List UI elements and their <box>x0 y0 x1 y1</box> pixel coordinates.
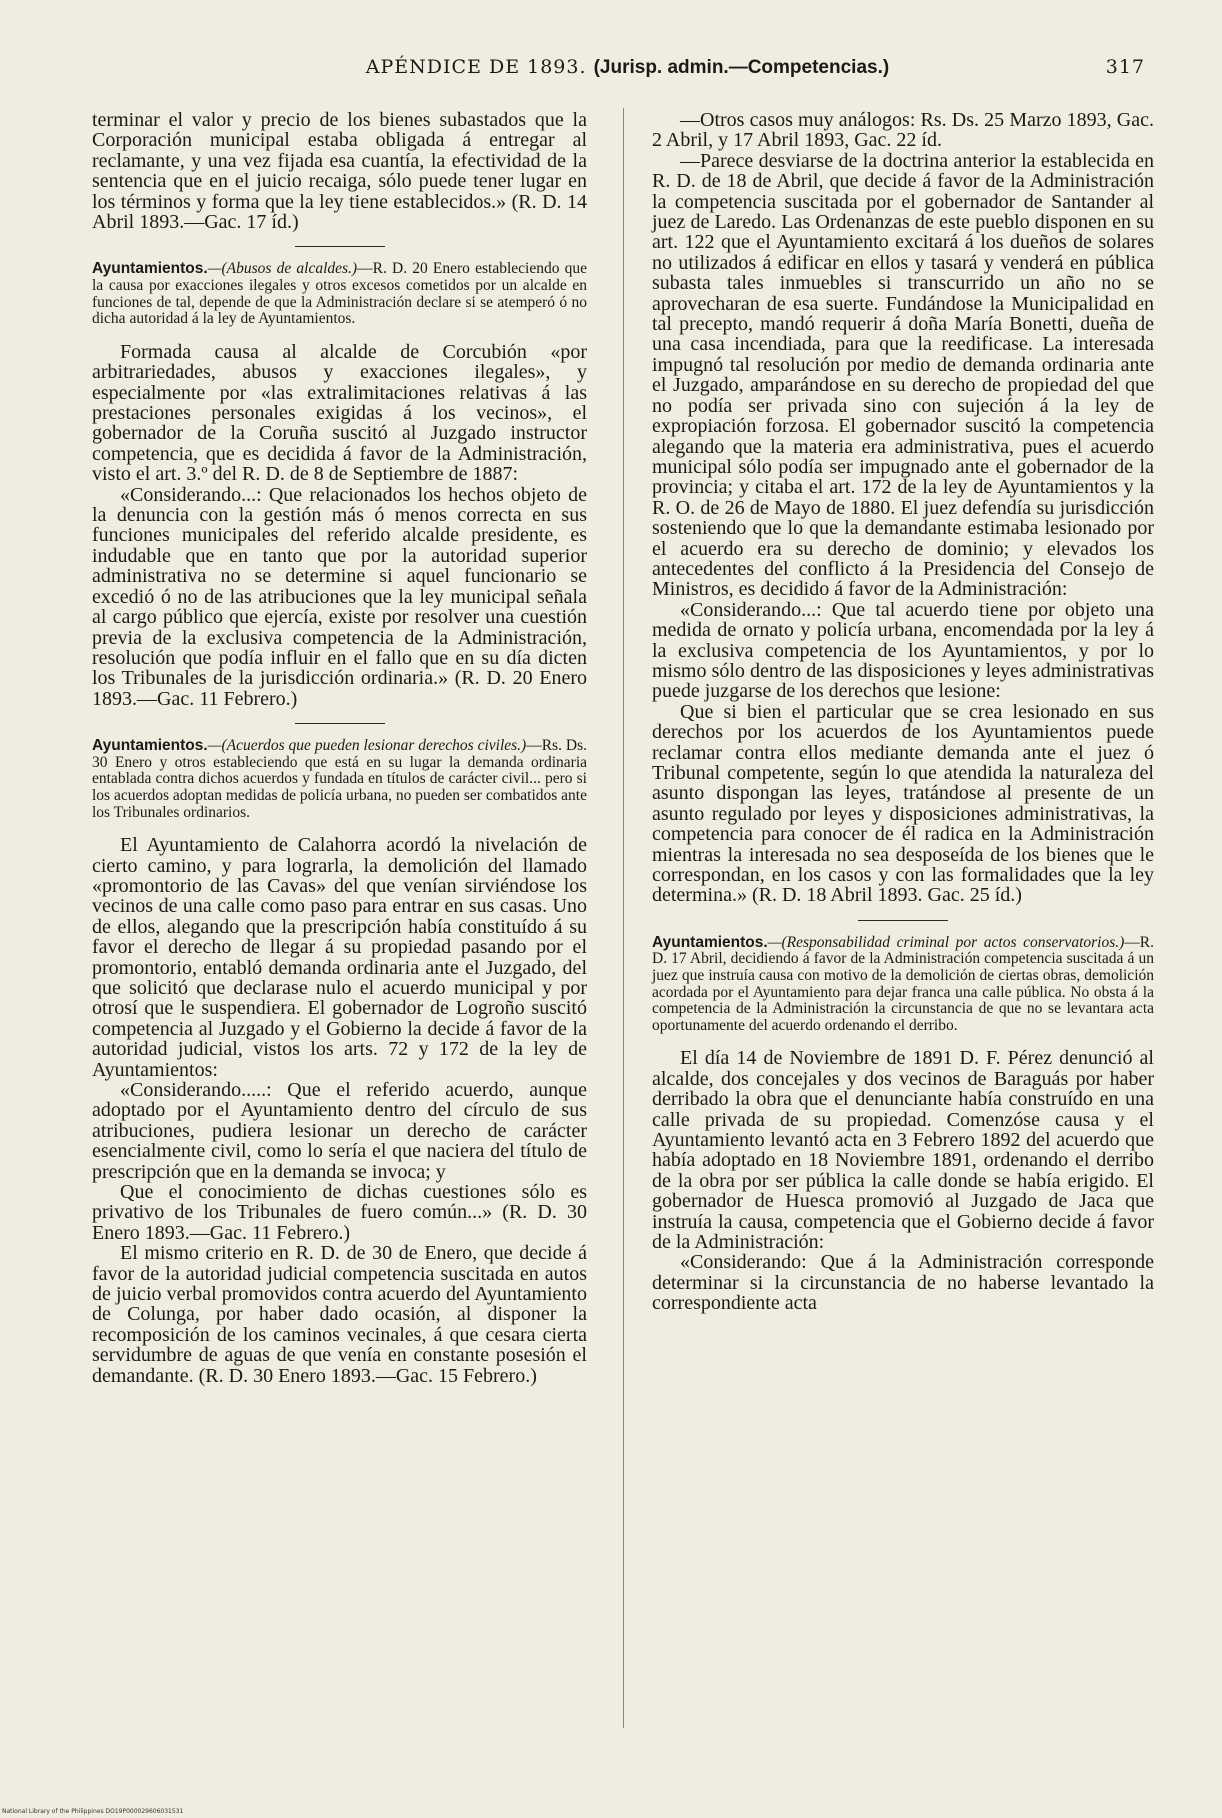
running-head-section: (Jurisp. admin.—Competencias.) <box>593 57 890 78</box>
section-summary <box>652 935 1154 1035</box>
section-summary-text: —Rs. Ds. 30 Enero y otros estableciendo que está en su lugar la demanda ordinaria entablada contra dichos acuerdos y fundada en títulos de carácter civil... pero si los acuerdos adoptan medidas de policía urbana, no pueden ser combatidos ante los Tribunales ordinarios. <box>92 737 587 821</box>
page-number: 317 <box>1105 56 1145 78</box>
section-subject: —(Acuerdos que pueden lesionar derechos civiles.) <box>207 737 527 755</box>
running-head-title: APÉNDICE DE 1893. <box>365 56 587 78</box>
paragraph: «Considerando.....: Que el referido acuerdo, aunque adoptado por el Ayuntamiento dentro del círculo de sus atribuciones, pudiera lesionar un derecho de carácter esencialmente civil, como lo sería el que naciera del título de prescripción que en la demanda se invoca; y <box>92 1078 587 1183</box>
paragraph: —Parece desviarse de la doctrina anterior la establecida en R. D. de 18 de Abril, que decide á favor de la Administración la competencia suscitada por el gobernador de Santander al juez de Laredo. Las Ordenanzas de este pueblo disponen en su art. 122 que el Ayuntamiento excitará á los dueños de solares no utilizados á edificar en ellos y tasará y venderá en pública subasta tales inmuebles si transcurrido un año no se aprovecharan de esa suerte. Fundándose la Municipalidad en tal precepto, mandó requerir á doña María Bonetti, dueña de una casa incendiada, para que la reedificase. La interesada impugnó tal resolución por medio de demanda ordinaria ante el Juzgado, amparándose en su derecho de propiedad del que no podía ser privada sino con sujeción á la ley de expropiación forzosa. El gobernador suscitó la competencia alegando que la materia era administrativa, pues el acuerdo municipal sólo podía ser impugnado ante el gobernador de la provincia; y citaba el art. 172 de la ley de Ayuntamientos y la R. O. de 26 de Mayo de 1880. El juez defendía su jurisdicción sosteniendo que lo que la demandante estimaba lesionado por el acuerdo era su derecho de dominio; y elevados los antecedentes del conflicto á la Presidencia del Consejo de Ministros, es decidido á favor de la Administración: <box>652 149 1154 601</box>
paragraph: —Otros casos muy análogos: Rs. Ds. 25 Marzo 1893, Gac. 2 Abril, y 17 Abril 1893, Gac. 22 íd. <box>652 109 1154 152</box>
scan-footer: National Library of the Philippines DO19P000029606031531 <box>2 1808 184 1815</box>
left-column <box>92 110 587 1386</box>
paragraph: «Considerando...: Que tal acuerdo tiene por objeto una medida de ornato y policía urbana, encomendada por la ley á la exclusiva competencia de los Ayuntamientos, y por lo mismo sólo dentro de las disposiciones y leyes administrativas puede juzgarse de los derechos que lesione: <box>652 598 1154 703</box>
section-rule <box>295 246 385 247</box>
section-summary-text: —R. D. 20 Enero estableciendo que la causa por exacciones ilegales y otros excesos cometidos por un alcalde en funciones de tal, depende de que la Administración declare si se atemperó ó no dicha autoridad á la ley de Ayuntamientos. <box>92 260 588 328</box>
section-label: Ayuntamientos. <box>652 933 768 951</box>
section-subject: —(Responsabilidad criminal por actos conservatorios.) <box>767 933 1125 951</box>
paragraph: Que si bien el particular que se crea lesionado en sus derechos por los acuerdos de los Ayuntamientos puede reclamar contra ellos mediante demanda ante el juez ó Tribunal competente, según lo que atendida la naturaleza del asunto dispongan las leyes, tratándose al presente de un asunto regulado por leyes y disposiciones administrativas, la competencia para conocer de él radica en la Administración mientras la interesada no sea desposeída de los bienes que le correspondan, en los casos y con las formalidades que la ley determina.» (R. D. 18 Abril 1893. Gac. 25 íd.) <box>652 700 1154 907</box>
paragraph: «Considerando...: Que relacionados los hechos objeto de la denuncia con la gestión más ó menos correcta en sus funciones municipales del referido alcalde presidente, es indudable que en tanto que por la autoridad superior administrativa no se determine si aquel funcionario se excedió ó no de las atribuciones que la ley municipal señala al cargo público que ejercía, existe por resolver una cuestión previa de la exclusiva competencia de la Administración, resolución que podía influir en el fallo que en su día dicten los Tribunales de la jurisdicción ordinaria.» (R. D. 20 Enero 1893.—Gac. 11 Febrero.) <box>92 483 587 710</box>
section-summary-text: —R. D. 17 Abril, decidiendo á favor de la Administración competencia suscitada á un juez que instruía causa con motivo de la demolición de ciertas obras, demolición acordada por el Ayuntamiento para dejar franca una calle pública. No obsta á la competencia de la Administración la circunstancia de que no se levantara acta oportunamente del acuerdo ordenando el derribo. <box>652 933 1154 1034</box>
section-label: Ayuntamientos. <box>92 737 208 755</box>
running-head <box>110 56 1145 79</box>
paragraph: El día 14 de Noviembre de 1891 D. F. Pérez denunció al alcalde, dos concejales y dos vecinos de Baraguás por haber derribado la obra que el denunciante había construído en una calle privada de su propiedad. Comenzóse causa y el Ayuntamiento levantó acta en 3 Febrero 1892 del acuerdo que había adoptado en 18 Noviembre 1891, ordenando el derribo de la obra por ser pública la calle donde se había erigido. El gobernador de Huesca promovió al Juzgado de Jaca que instruía la causa, competencia que el Gobierno decide á favor de la Administración: <box>652 1047 1154 1254</box>
column-divider <box>623 108 624 1728</box>
section-subject: —(Abusos de alcaldes.) <box>207 260 358 278</box>
right-column <box>652 110 1154 1314</box>
paragraph: El Ayuntamiento de Calahorra acordó la nivelación de cierto camino, y para lograrla, la demolición del llamado «promontorio de las Cavas» del que venían sirviéndose los vecinos de una calle como paso para entrar en sus casas. Uno de ellos, alegando que la prescripción había constituído á su favor el derecho de llegar á su propiedad pasando por el promontorio, entabló demanda ordinaria ante el Juzgado, del que solicitó que declarase nulo el acuerdo municipal y por otrosí que le suspendiera. El gobernador de Logroño suscitó competencia al Juzgado y el Gobierno la decide á favor de la autoridad judicial, vistos los arts. 72 y 172 de la ley de Ayuntamientos: <box>92 834 587 1081</box>
paragraph: Formada causa al alcalde de Corcubión «por arbitrariedades, abusos y exacciones ilegales», y especialmente por «las extralimitaciones relativas á las prestaciones personales exigidas á los vecinos», el gobernador de la Coruña suscitó al Juzgado instructor competencia, que es decidida á favor de la Administración, visto el art. 3.º del R. D. de 8 de Septiembre de 1887: <box>92 340 587 486</box>
section-summary <box>92 261 587 327</box>
section-label: Ayuntamientos. <box>92 260 208 278</box>
paragraph: «Considerando: Que á la Administración corresponde determinar si la circunstancia de no haberse levantado la correspondiente acta <box>652 1251 1154 1315</box>
section-rule <box>295 723 385 724</box>
paragraph: terminar el valor y precio de los bienes subastados que la Corporación municipal estaba obligada á entregar al reclamante, y una vez fijada esa cuantía, la efectividad de la sentencia que en el juicio recaiga, sólo puede tener lugar en los términos y forma que la ley tiene establecidos.» (R. D. 14 Abril 1893.—Gac. 17 íd.) <box>92 109 587 234</box>
paragraph: Que el conocimiento de dichas cuestiones sólo es privativo de los Tribunales de fuero común...» (R. D. 30 Enero 1893.—Gac. 11 Febrero.) <box>92 1181 587 1244</box>
section-summary <box>92 738 587 821</box>
paragraph: El mismo criterio en R. D. de 30 de Enero, que decide á favor de la autoridad judicial competencia suscitada en autos de juicio verbal promovidos contra acuerdo del Ayuntamiento de Colunga, por haber dado ocasión, al disponer la recomposición de los caminos vecinales, á que cesara cierta servidumbre de aguas de que venía en constante posesión el demandante. (R. D. 30 Enero 1893.—Gac. 15 Febrero.) <box>92 1242 587 1387</box>
page-header <box>110 56 1145 90</box>
section-rule <box>858 920 948 921</box>
